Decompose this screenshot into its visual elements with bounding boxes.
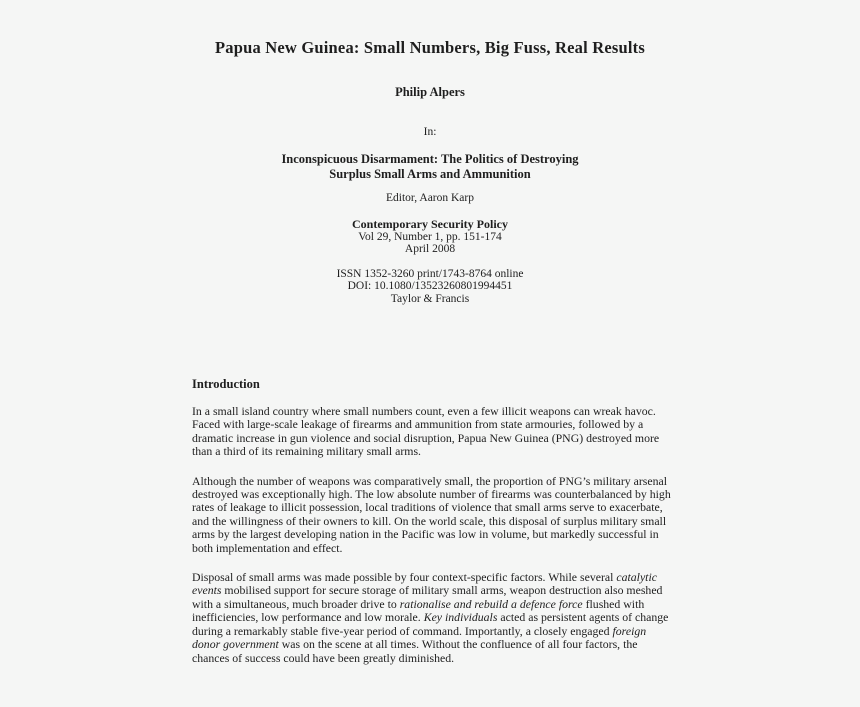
editor-line: Editor, Aaron Karp <box>385 192 474 204</box>
book-title <box>0 152 860 181</box>
paragraph-3-italic: Key individuals <box>423 610 498 625</box>
book-title-line1: Inconspicuous Disarmament: The Politics of Destroying <box>281 152 579 166</box>
paragraph-3-italic: foreign donor government <box>192 623 647 652</box>
paragraph-3-text: acted as persistent agents of change during a remarkably stable five-year period of command. Importantly, a closely engaged <box>192 610 669 638</box>
book-title-line2: Surplus Small Arms and Ammunition <box>329 166 531 181</box>
in-label: In: <box>423 126 437 138</box>
publication-block <box>0 268 860 306</box>
section-heading: Introduction <box>192 377 260 391</box>
paper-title: Papua New Guinea: Small Numbers, Big Fuss, Real Results <box>215 38 645 57</box>
issn-line: ISSN 1352-3260 print/1743-8764 online <box>336 267 524 280</box>
paragraph-3 <box>192 571 674 665</box>
paragraph-1: In a small island country where small numbers count, even a few illicit weapons can wreak havoc. Faced with large-scale leakage of firearms and ammunition from state armouries, followed by a dramatic increase in gun violence and social disruption, Papua New Guinea (PNG) destroyed more than a third of its remaining military small arms. <box>192 404 660 459</box>
paragraph-3-text: flushed with inefficiencies, low performance and low morale. <box>192 596 645 625</box>
publisher-line: Taylor & Francis <box>390 292 470 305</box>
article-body <box>192 377 674 665</box>
paragraph-3-italic: rationalise and rebuild a defence force <box>399 596 583 611</box>
paragraph-3-text: was on the scene at all times. Without the confluence of all four factors, the chances of success could have been greatly diminished. <box>192 637 638 665</box>
journal-issue: Vol 29, Number 1, pp. 151-174 <box>358 230 502 243</box>
journal-block <box>0 218 860 256</box>
title-block <box>0 0 860 305</box>
doi-line: DOI: 10.1080/13523260801994451 <box>347 280 513 292</box>
author-name: Philip Alpers <box>395 85 465 99</box>
paragraph-3-text: mobilised support for secure storage of military small arms, weapon destruction also meshed with a simultaneous, much broader drive to <box>192 583 663 611</box>
journal-name: Contemporary Security Policy <box>352 217 508 231</box>
paragraph-2: Although the number of weapons was comparatively small, the proportion of PNG’s military arsenal destroyed was exceptionally high. The low absolute number of firearms was counterbalanced by high rates of leakage to illicit possession, local traditions of violence that small arms serve to exacerbate, and the willingness of their owners to kill. On the world scale, this disposal of surplus military small arms by the largest developing nation in the Pacific was low in volume, but markedly successful in both implementation and effect. <box>192 473 671 555</box>
paragraph-3-text: Disposal of small arms was made possible by four context-specific factors. While several <box>192 570 617 585</box>
paragraph-3-italic: catalytic events <box>192 570 657 598</box>
journal-date: April 2008 <box>404 243 456 255</box>
